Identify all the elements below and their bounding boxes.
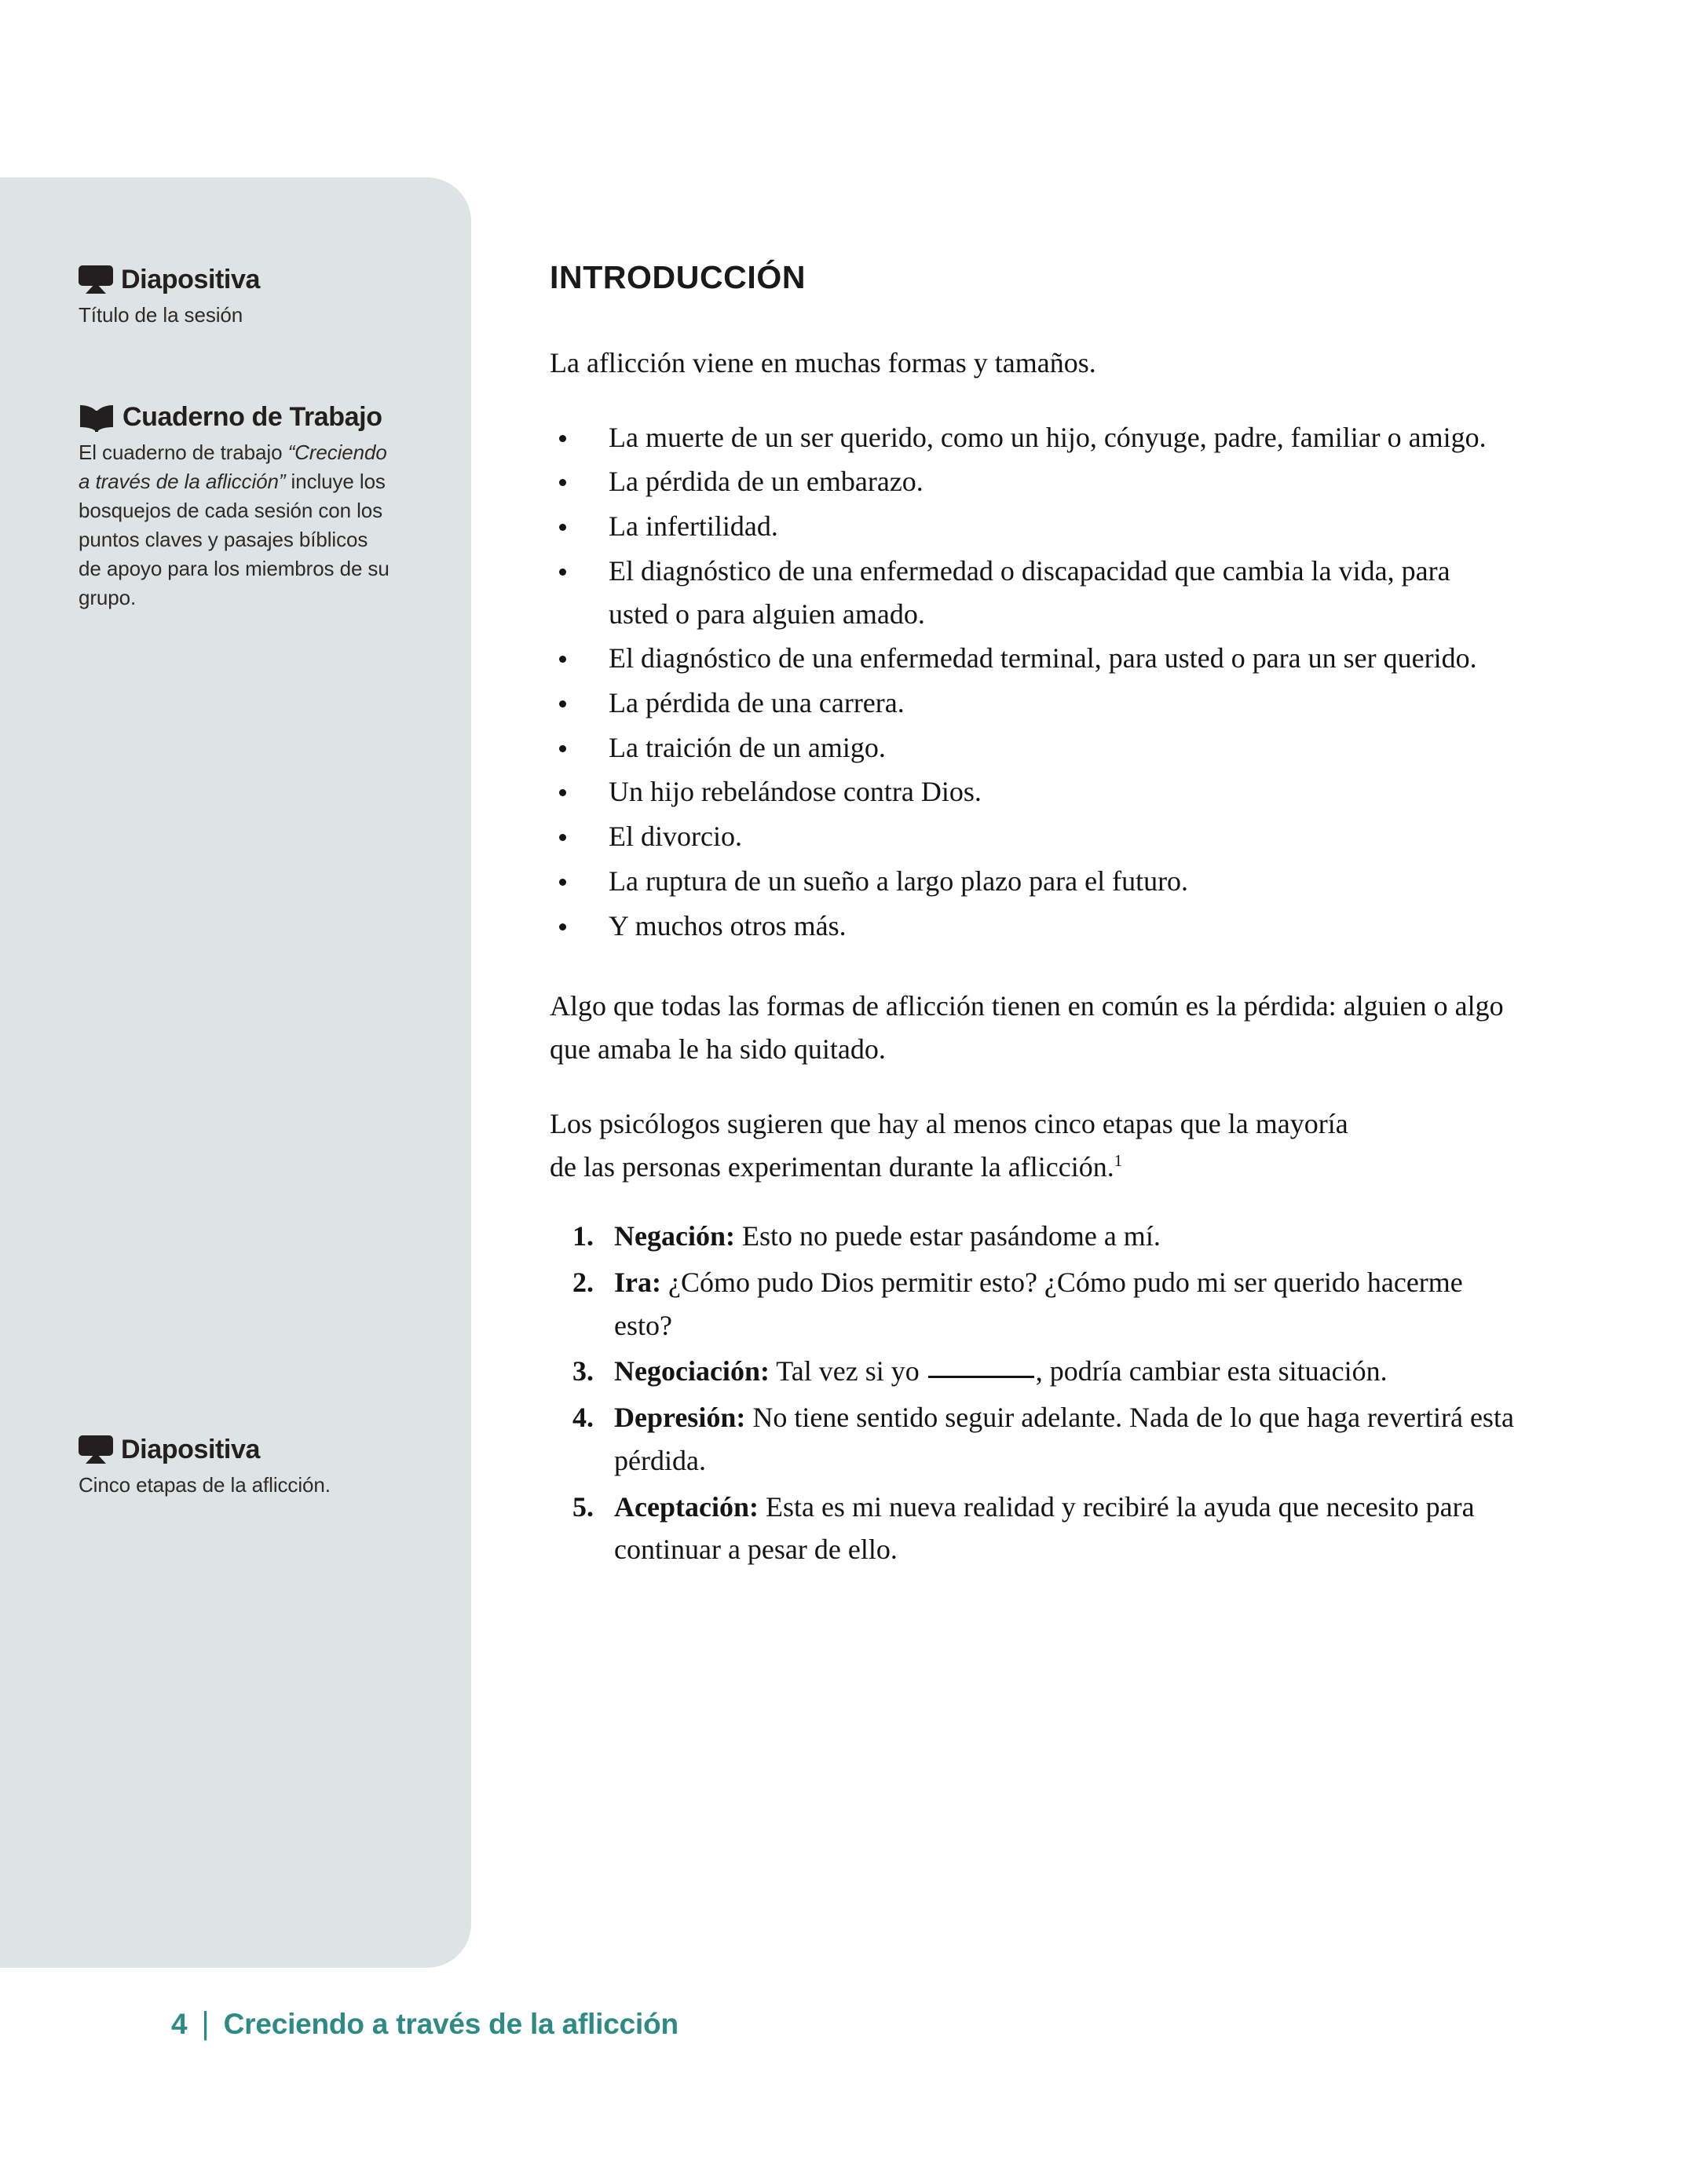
list-item bbox=[550, 1261, 1516, 1347]
page-footer bbox=[171, 2006, 678, 2042]
list-item: La infertilidad. bbox=[550, 505, 1516, 548]
page-number: 4 bbox=[171, 2007, 188, 2040]
list-item bbox=[550, 1215, 1516, 1258]
fill-in-blank[interactable] bbox=[928, 1376, 1034, 1378]
sidebar-panel bbox=[0, 177, 471, 1968]
stage-text-before-blank: Tal vez si yo bbox=[769, 1355, 927, 1387]
stage-name: Negociación: bbox=[614, 1355, 770, 1387]
sidebar-heading-label: Cuaderno de Trabajo bbox=[123, 402, 382, 432]
workbook-text-prefix: El cuaderno de trabajo bbox=[79, 441, 288, 465]
stage-name: Ira: bbox=[614, 1266, 661, 1298]
list-item: La ruptura de un sueño a largo plazo para el futuro. bbox=[550, 860, 1516, 903]
workbook-title-italic: “Creciendo a través de la aflicción” bbox=[79, 441, 387, 494]
stage-text: ¿Cómo pudo Dios permitir esto? ¿Cómo pudo mi ser querido hacerme esto? bbox=[614, 1266, 1463, 1341]
sidebar-block-heading-row bbox=[79, 401, 416, 433]
five-stages-list bbox=[550, 1215, 1516, 1571]
footer-separator: | bbox=[201, 2006, 210, 2041]
list-item: El diagnóstico de una enfermedad o discapacidad que cambia la vida, para usted o para alguien amado. bbox=[550, 550, 1516, 635]
stage-text: No tiene sentido seguir adelante. Nada de lo que haga revertirá esta pérdida. bbox=[614, 1402, 1514, 1476]
sidebar-content bbox=[79, 177, 416, 1968]
stage-text: Esto no puede estar pasándome a mí. bbox=[734, 1220, 1161, 1252]
sidebar-heading-label: Diapositiva bbox=[121, 265, 260, 294]
list-item: La pérdida de un embarazo. bbox=[550, 460, 1516, 503]
grief-forms-list bbox=[550, 416, 1516, 948]
list-item bbox=[550, 1486, 1516, 1571]
list-item: Y muchos otros más. bbox=[550, 905, 1516, 948]
list-item: La muerte de un ser querido, como un hijo, cónyuge, padre, familiar o amigo. bbox=[550, 416, 1516, 459]
sidebar-block-workbook bbox=[79, 401, 416, 612]
sidebar-block-body: Título de la sesión bbox=[79, 303, 243, 327]
stage-text-after-blank: , podría cambiar esta situación. bbox=[1035, 1355, 1388, 1387]
stage-name: Negación: bbox=[614, 1220, 735, 1252]
footer-book-title: Creciendo a través de la aflicción bbox=[223, 2007, 678, 2040]
list-item: La traición de un amigo. bbox=[550, 726, 1516, 770]
sidebar-block-slide-stages bbox=[79, 1434, 416, 1500]
sidebar-block-body bbox=[79, 438, 393, 612]
workbook-text-suffix: incluye los bosquejos de cada sesión con los puntos claves y pasajes bíblicos de apoyo para los miembros de su grupo. bbox=[79, 470, 390, 609]
sidebar-heading-label: Diapositiva bbox=[121, 1435, 260, 1464]
list-item bbox=[550, 1350, 1516, 1393]
stage-text: Esta es mi nueva realidad y recibiré la ayuda que necesito para continuar a pesar de ello. bbox=[614, 1490, 1475, 1566]
sidebar-block-heading-row bbox=[79, 264, 416, 296]
slide-icon bbox=[79, 1435, 113, 1464]
paragraph-psychologists-text: Los psicólogos sugieren que hay al menos cinco etapas que la mayoría de las personas experimentan durante la aflicción. bbox=[550, 1107, 1348, 1183]
book-icon bbox=[79, 404, 115, 433]
sidebar-block-slide-title bbox=[79, 264, 416, 330]
slide-icon bbox=[79, 265, 113, 294]
main-content bbox=[550, 259, 1516, 1574]
sidebar-block-body: Cinco etapas de la aflicción. bbox=[79, 1473, 331, 1497]
stage-name: Aceptación: bbox=[614, 1490, 759, 1523]
stage-name: Depresión: bbox=[614, 1402, 746, 1434]
list-item bbox=[550, 1396, 1516, 1482]
footnote-marker: 1 bbox=[1114, 1150, 1123, 1170]
paragraph-psychologists bbox=[550, 1102, 1351, 1188]
list-item: La pérdida de una carrera. bbox=[550, 682, 1516, 725]
list-item: Un hijo rebelándose contra Dios. bbox=[550, 770, 1516, 813]
intro-paragraph: La aflicción viene en muchas formas y tamaños. bbox=[550, 347, 1096, 378]
list-item: El diagnóstico de una enfermedad terminal, para usted o para un ser querido. bbox=[550, 637, 1516, 680]
section-title: INTRODUCCIÓN bbox=[550, 259, 806, 295]
paragraph-common-loss: Algo que todas las formas de aflicción tienen en común es la pérdida: alguien o algo que amaba le ha sido quitado. bbox=[550, 990, 1504, 1066]
sidebar-block-heading-row bbox=[79, 1434, 416, 1466]
list-item: El divorcio. bbox=[550, 815, 1516, 858]
